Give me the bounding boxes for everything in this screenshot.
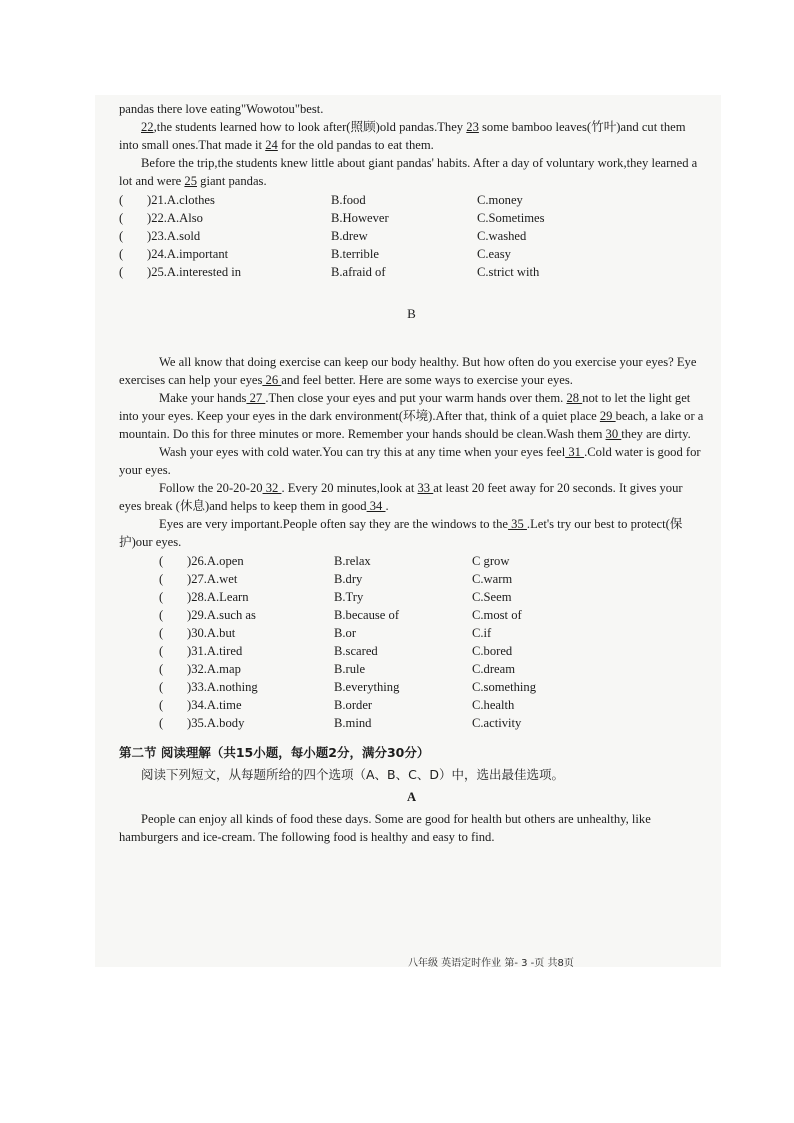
passage-a-end-line: pandas there love eating"Wowotou"best. — [119, 102, 324, 116]
passage-b-paragraph-3 — [119, 443, 704, 479]
option-b: B.scared — [334, 644, 378, 658]
blank-35: 35 — [508, 517, 527, 531]
option-a — [119, 624, 334, 642]
blank-23: 23 — [466, 120, 479, 134]
blank-26: 26 — [262, 373, 282, 387]
question-number-option-a: )25.A.interested in — [147, 265, 242, 279]
option-c: C.most of — [472, 608, 522, 622]
option-row — [119, 660, 704, 678]
passage-a-paragraph-3 — [119, 154, 704, 190]
text-segment: Follow the 20-20-20 — [159, 481, 263, 495]
blank-27: 27 — [246, 391, 266, 405]
option-b: B.mind — [334, 716, 372, 730]
text-segment: for the old pandas to eat them. — [277, 138, 434, 152]
option-c: C.something — [472, 680, 537, 694]
answer-paren[interactable]: ( — [159, 698, 164, 712]
option-row — [119, 552, 704, 570]
blank-24: 24 — [265, 138, 278, 152]
question-number-option-a: )26.A.open — [187, 554, 244, 568]
option-a — [119, 714, 334, 732]
option-a — [119, 552, 334, 570]
option-c: C.warm — [472, 572, 513, 586]
answer-paren[interactable]: ( — [159, 590, 164, 604]
option-b: B.food — [331, 193, 366, 207]
option-c: C.Seem — [472, 590, 512, 604]
passage-b-paragraph-2 — [119, 389, 704, 443]
option-a — [119, 191, 331, 209]
text-segment: .Let's try our best to protect(保护)our eyes. — [119, 517, 683, 549]
answer-paren[interactable]: ( — [119, 211, 124, 225]
answer-paren[interactable]: ( — [159, 680, 164, 694]
option-b: B.everything — [334, 680, 400, 694]
option-c: C.easy — [477, 247, 511, 261]
passage-b-paragraph-4 — [119, 479, 704, 515]
option-row — [119, 227, 704, 245]
option-b: B.drew — [331, 229, 368, 243]
page-footer: 八年级 英语定时作业 第- 3 -页 共8页 — [408, 958, 574, 969]
option-c: C.Sometimes — [477, 211, 545, 225]
option-c: C.strict with — [477, 265, 540, 279]
question-number-option-a: )33.A.nothing — [187, 680, 258, 694]
reading-passage-a-text: People can enjoy all kinds of food these days. Some are good for health but others are unhealthy, like hamburgers and ice-cream. The following food is healthy and easy to find. — [119, 812, 651, 844]
option-a — [119, 696, 334, 714]
text-segment: ,the students learned how to look after(照顾)old pandas.They — [153, 120, 467, 134]
option-row — [119, 642, 704, 660]
option-row — [119, 263, 704, 281]
option-a — [119, 606, 334, 624]
blank-34: 34 — [366, 499, 386, 513]
option-b: B.terrible — [331, 247, 379, 261]
question-number-option-a: )30.A.but — [187, 626, 236, 640]
text-segment: Eyes are very important.People often say they are the windows to the — [159, 517, 509, 531]
section-b-title: B — [407, 306, 416, 321]
question-number-option-a: )28.A.Learn — [187, 590, 249, 604]
passage-b-paragraph-1 — [119, 353, 704, 389]
options-26-35 — [119, 552, 704, 732]
text-segment: and feel better. Here are some ways to exercise your eyes. — [281, 373, 573, 387]
text-segment: Before the trip,the students knew little about giant pandas' habits. After a day of voluntary work,they learned a lot and were — [119, 156, 698, 188]
blank-22: 22 — [141, 120, 154, 134]
answer-paren[interactable]: ( — [119, 229, 124, 243]
option-c: C.activity — [472, 716, 522, 730]
text-segment: . — [385, 499, 389, 513]
question-number-option-a: )21.A.clothes — [147, 193, 215, 207]
question-number-option-a: )34.A.time — [187, 698, 242, 712]
option-a — [119, 245, 331, 263]
option-row — [119, 570, 704, 588]
option-b: B.because of — [334, 608, 400, 622]
option-row — [119, 624, 704, 642]
option-row — [119, 209, 704, 227]
option-c: C.health — [472, 698, 515, 712]
question-number-option-a: )32.A.map — [187, 662, 241, 676]
options-21-25 — [119, 191, 704, 281]
blank-30: 30 — [605, 427, 622, 441]
blank-32: 32 — [262, 481, 282, 495]
answer-paren[interactable]: ( — [159, 626, 164, 640]
text-segment: at least 20 feet away for 20 seconds. It gives your eyes break (休息)and helps to keep them in good — [119, 481, 683, 513]
answer-paren[interactable]: ( — [119, 247, 124, 261]
answer-paren[interactable]: ( — [159, 662, 164, 676]
option-a — [119, 678, 334, 696]
blank-29: 29 — [599, 409, 616, 423]
section-2-heading: 第二节 阅读理解（共15小题，每小题2分，满分30分） — [119, 745, 430, 760]
option-a — [119, 588, 334, 606]
answer-paren[interactable]: ( — [159, 554, 164, 568]
option-c: C.dream — [472, 662, 516, 676]
answer-paren[interactable]: ( — [159, 644, 164, 658]
answer-paren[interactable]: ( — [159, 608, 164, 622]
option-row — [119, 588, 704, 606]
blank-33: 33 — [417, 481, 434, 495]
text-segment: some bamboo leaves(竹叶)and cut them into small ones.That made it — [119, 120, 686, 152]
option-row — [119, 245, 704, 263]
passage-b-paragraph-5 — [119, 515, 704, 551]
question-number-option-a: )23.A.sold — [147, 229, 201, 243]
option-c: C grow — [472, 554, 510, 568]
passage-a-paragraph-2 — [119, 118, 704, 154]
option-b: B.Try — [334, 590, 364, 604]
answer-paren[interactable]: ( — [119, 193, 124, 207]
section-2-instruction: 阅读下列短文，从每题所给的四个选项（A、B、C、D）中，选出最佳选项。 — [141, 767, 564, 782]
text-segment: .Cold water is good for your eyes. — [119, 445, 701, 477]
text-segment: not to let the light get into your eyes. Keep your eyes in the dark environment(环境).After that, think of a quiet place — [119, 391, 691, 423]
text-segment: Wash your eyes with cold water.You can try this at any time when your eyes feel — [159, 445, 566, 459]
text-segment: Make your hands — [159, 391, 247, 405]
question-number-option-a: )22.A.Also — [147, 211, 203, 225]
text-segment: beach, a lake or a mountain. Do this for three minutes or more. Remember your hands should be clean.Wash them — [119, 409, 704, 441]
option-row — [119, 191, 704, 209]
answer-paren[interactable]: ( — [159, 716, 164, 730]
option-c: C.if — [472, 626, 492, 640]
reading-passage-a-title: A — [406, 790, 417, 804]
option-a — [119, 227, 331, 245]
text-segment: giant pandas. — [197, 174, 267, 188]
question-number-option-a: )35.A.body — [187, 716, 245, 730]
worksheet-content — [119, 100, 704, 846]
text-segment: .Then close your eyes and put your warm hands over them. — [265, 391, 567, 405]
option-b: B.rule — [334, 662, 366, 676]
option-c: C.washed — [477, 229, 527, 243]
option-b: B.relax — [334, 554, 371, 568]
option-a — [119, 660, 334, 678]
answer-paren[interactable]: ( — [159, 572, 164, 586]
blank-31: 31 — [565, 445, 585, 459]
option-b: B.afraid of — [331, 265, 386, 279]
option-a — [119, 570, 334, 588]
text-segment: We all know that doing exercise can keep our body healthy. But how often do you exercise your eyes? Eye exercises can help your eyes — [119, 355, 697, 387]
option-row — [119, 606, 704, 624]
option-row — [119, 678, 704, 696]
question-number-option-a: )29.A.such as — [187, 608, 256, 622]
option-b: B.dry — [334, 572, 363, 586]
option-row — [119, 714, 704, 732]
blank-25: 25 — [184, 174, 197, 188]
text-segment: . Every 20 minutes,look at — [281, 481, 418, 495]
option-row — [119, 696, 704, 714]
option-a — [119, 642, 334, 660]
option-c: C.money — [477, 193, 523, 207]
option-b: B.or — [334, 626, 357, 640]
option-a — [119, 263, 331, 281]
answer-paren[interactable]: ( — [119, 265, 124, 279]
option-b: B.order — [334, 698, 373, 712]
question-number-option-a: )24.A.important — [147, 247, 229, 261]
question-number-option-a: )31.A.tired — [187, 644, 243, 658]
blank-28: 28 — [566, 391, 583, 405]
text-segment: they are dirty. — [621, 427, 691, 441]
option-a — [119, 209, 331, 227]
option-c: C.bored — [472, 644, 513, 658]
option-b: B.However — [331, 211, 389, 225]
question-number-option-a: )27.A.wet — [187, 572, 238, 586]
